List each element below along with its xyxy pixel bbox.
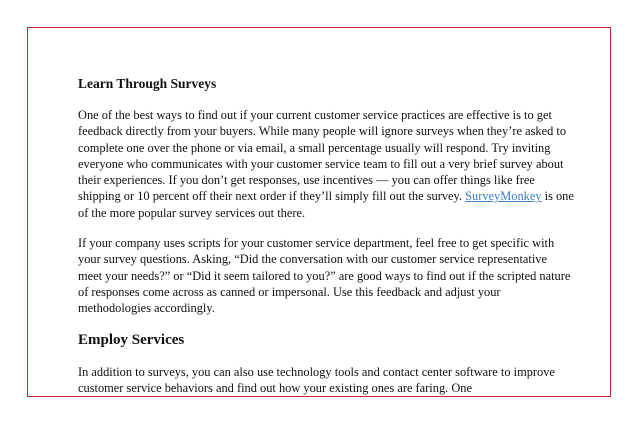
paragraph-text: is one of the more popular survey services out there. bbox=[78, 189, 574, 220]
section-heading-services: Employ Services bbox=[78, 331, 185, 348]
section-heading-surveys: Learn Through Surveys bbox=[78, 76, 217, 91]
paragraph-services-intro: In addition to surveys, you can also use technology tools and contact center software to improve customer service behaviors and find out how your existing ones are faring. One bbox=[78, 364, 555, 395]
paragraph-surveys-scripts: If your company uses scripts for your customer service department, feel free to get specific with your survey questions. Asking, “Did the conversation with our customer service representative meet your needs?” or “Did it seem tailored to you?” are good ways to find out if the scripted nature of responses come across as canned or impersonal. Use this feedback and adjust your methodologies accordingly. bbox=[78, 236, 571, 316]
paragraph-text: One of the best ways to find out if your current customer service practices are effective is to get feedback directly from your buyers. While many people will ignore surveys when they’re asked to complete one over the phone or via email, a small percentage usually will respond. Try inviting everyone who communicates with your customer service team to fill out a very brief survey about their experiences. If you don’t get responses, use incentives — you can offer things like free shipping or 10 percent off their next order if they’ll simply fill out the survey. bbox=[78, 108, 567, 204]
paragraph-surveys-intro bbox=[78, 107, 574, 221]
surveymonkey-link[interactable]: SurveyMonkey bbox=[465, 189, 542, 204]
document-body bbox=[78, 75, 574, 410]
